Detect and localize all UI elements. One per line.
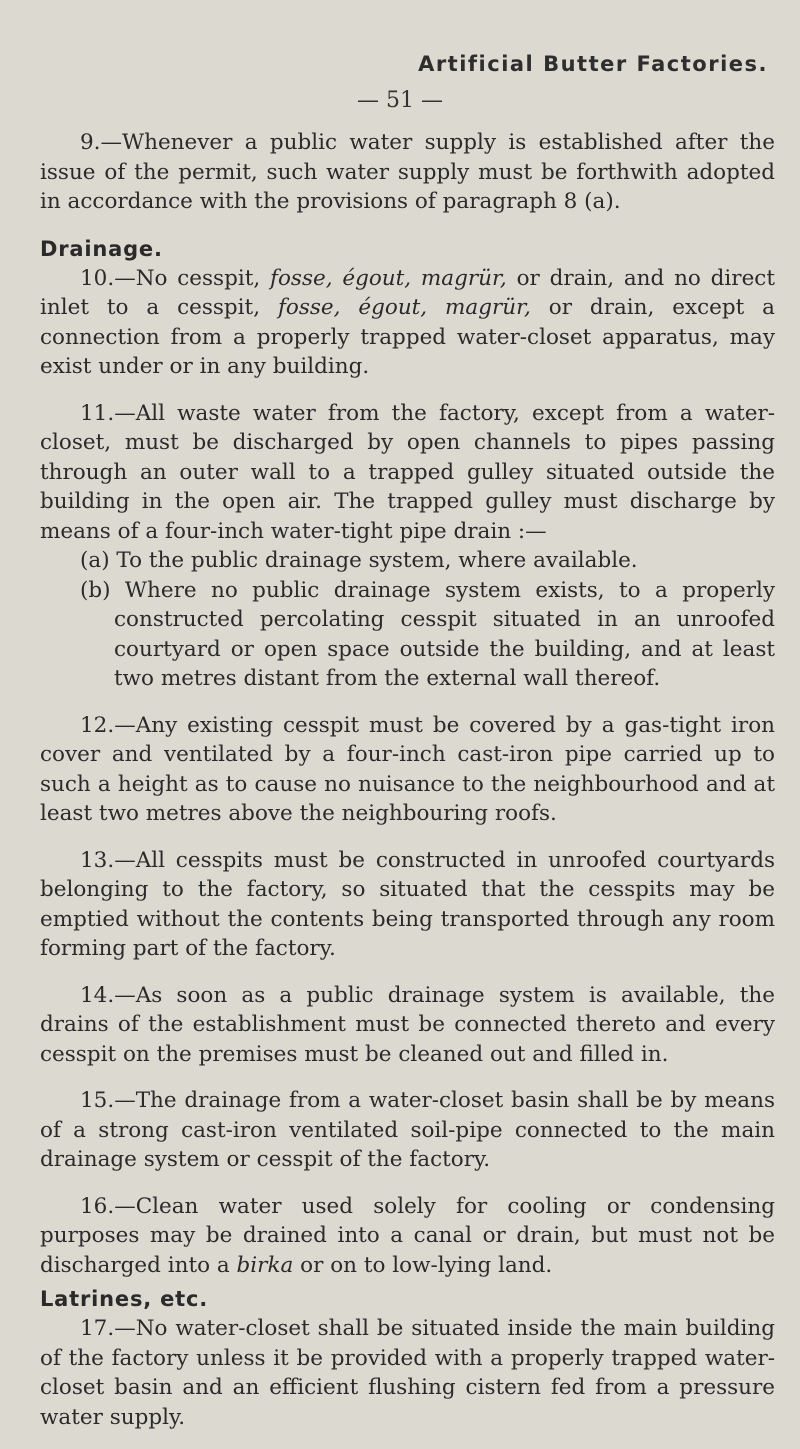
page-number: — 51 — [357,88,443,113]
paragraph-12: 12.—Any existing cesspit must be covered by a gas-tight iron cover and ventilated by a four-inch cast-iron pipe carried up to such a height as to cause no nuisance to the neighbourhood and at least two metres above the neighbouring roofs. [40,712,775,826]
section-heading-latrines: Latrines, etc. [40,1287,209,1311]
running-head: Artificial Butter Factories. [418,52,768,76]
section-heading-drainage: Drainage. [40,236,163,261]
paragraph-10-italic-1: fosse, égout, magrür, [270,265,507,291]
paragraph-11-item-b: (b) Where no public drainage system exists, to a properly constructed percolating cesspit situated in an unroofed courtyard or open space outside the building, and at least two metres distant from the external wall thereof. [80,577,775,691]
paragraph-10 [40,264,775,382]
paragraph-10-italic-2: fosse, égout, magrür, [277,295,531,320]
paragraph-10-mid: or drain, and no direct inlet to a cesspit, [40,265,775,320]
paragraph-11-item-a: (a) To the public drainage system, where available. [80,548,638,573]
paragraph-11: 11.—All waste water from the factory, except from a water-closet, must be discharged by open channels to pipes passing through an outer wall to a trapped gulley situated outside the building in the open air. The trapped gulley must discharge by means of a four-inch water-tight pipe drain :— [40,400,775,544]
document-body [40,128,775,1449]
paragraph-16-lead: 16.—Clean water used solely for cooling or condensing purposes may be drained into a canal or drain, but must not be discharged into a [40,1193,775,1278]
paragraph-16 [40,1192,775,1281]
paragraph-10-tail: or drain, except a connection from a properly trapped water-closet apparatus, may exist under or in any building. [40,295,775,379]
paragraph-16-italic: birka [236,1252,294,1278]
paragraph-16-tail: or on to low-lying land. [293,1252,553,1278]
paragraph-15: 15.—The drainage from a water-closet basin shall be by means of a strong cast-iron ventilated soil-pipe connected to the main drainage system or cesspit of the factory. [40,1088,775,1172]
paragraph-13: 13.—All cesspits must be constructed in unroofed courtyards belonging to the factory, so situated that the cesspits may be emptied without the contents being transported through any room forming part of the factory. [40,847,775,961]
paragraph-10-lead: 10.—No cesspit, [80,265,271,291]
paragraph-14: 14.—As soon as a public drainage system is available, the drains of the establishment must be connected thereto and every cesspit on the premises must be cleaned out and filled in. [40,982,775,1067]
paragraph-17: 17.—No water-closet shall be situated inside the main building of the factory unless it be provided with a properly trapped water-closet basin and an efficient flushing cistern fed from a pressure water supply. [40,1316,775,1430]
paragraph-9: 9.—Whenever a public water supply is established after the issue of the permit, such water supply must be forthwith adopted in accordance with the provisions of paragraph 8 (a). [40,130,775,214]
